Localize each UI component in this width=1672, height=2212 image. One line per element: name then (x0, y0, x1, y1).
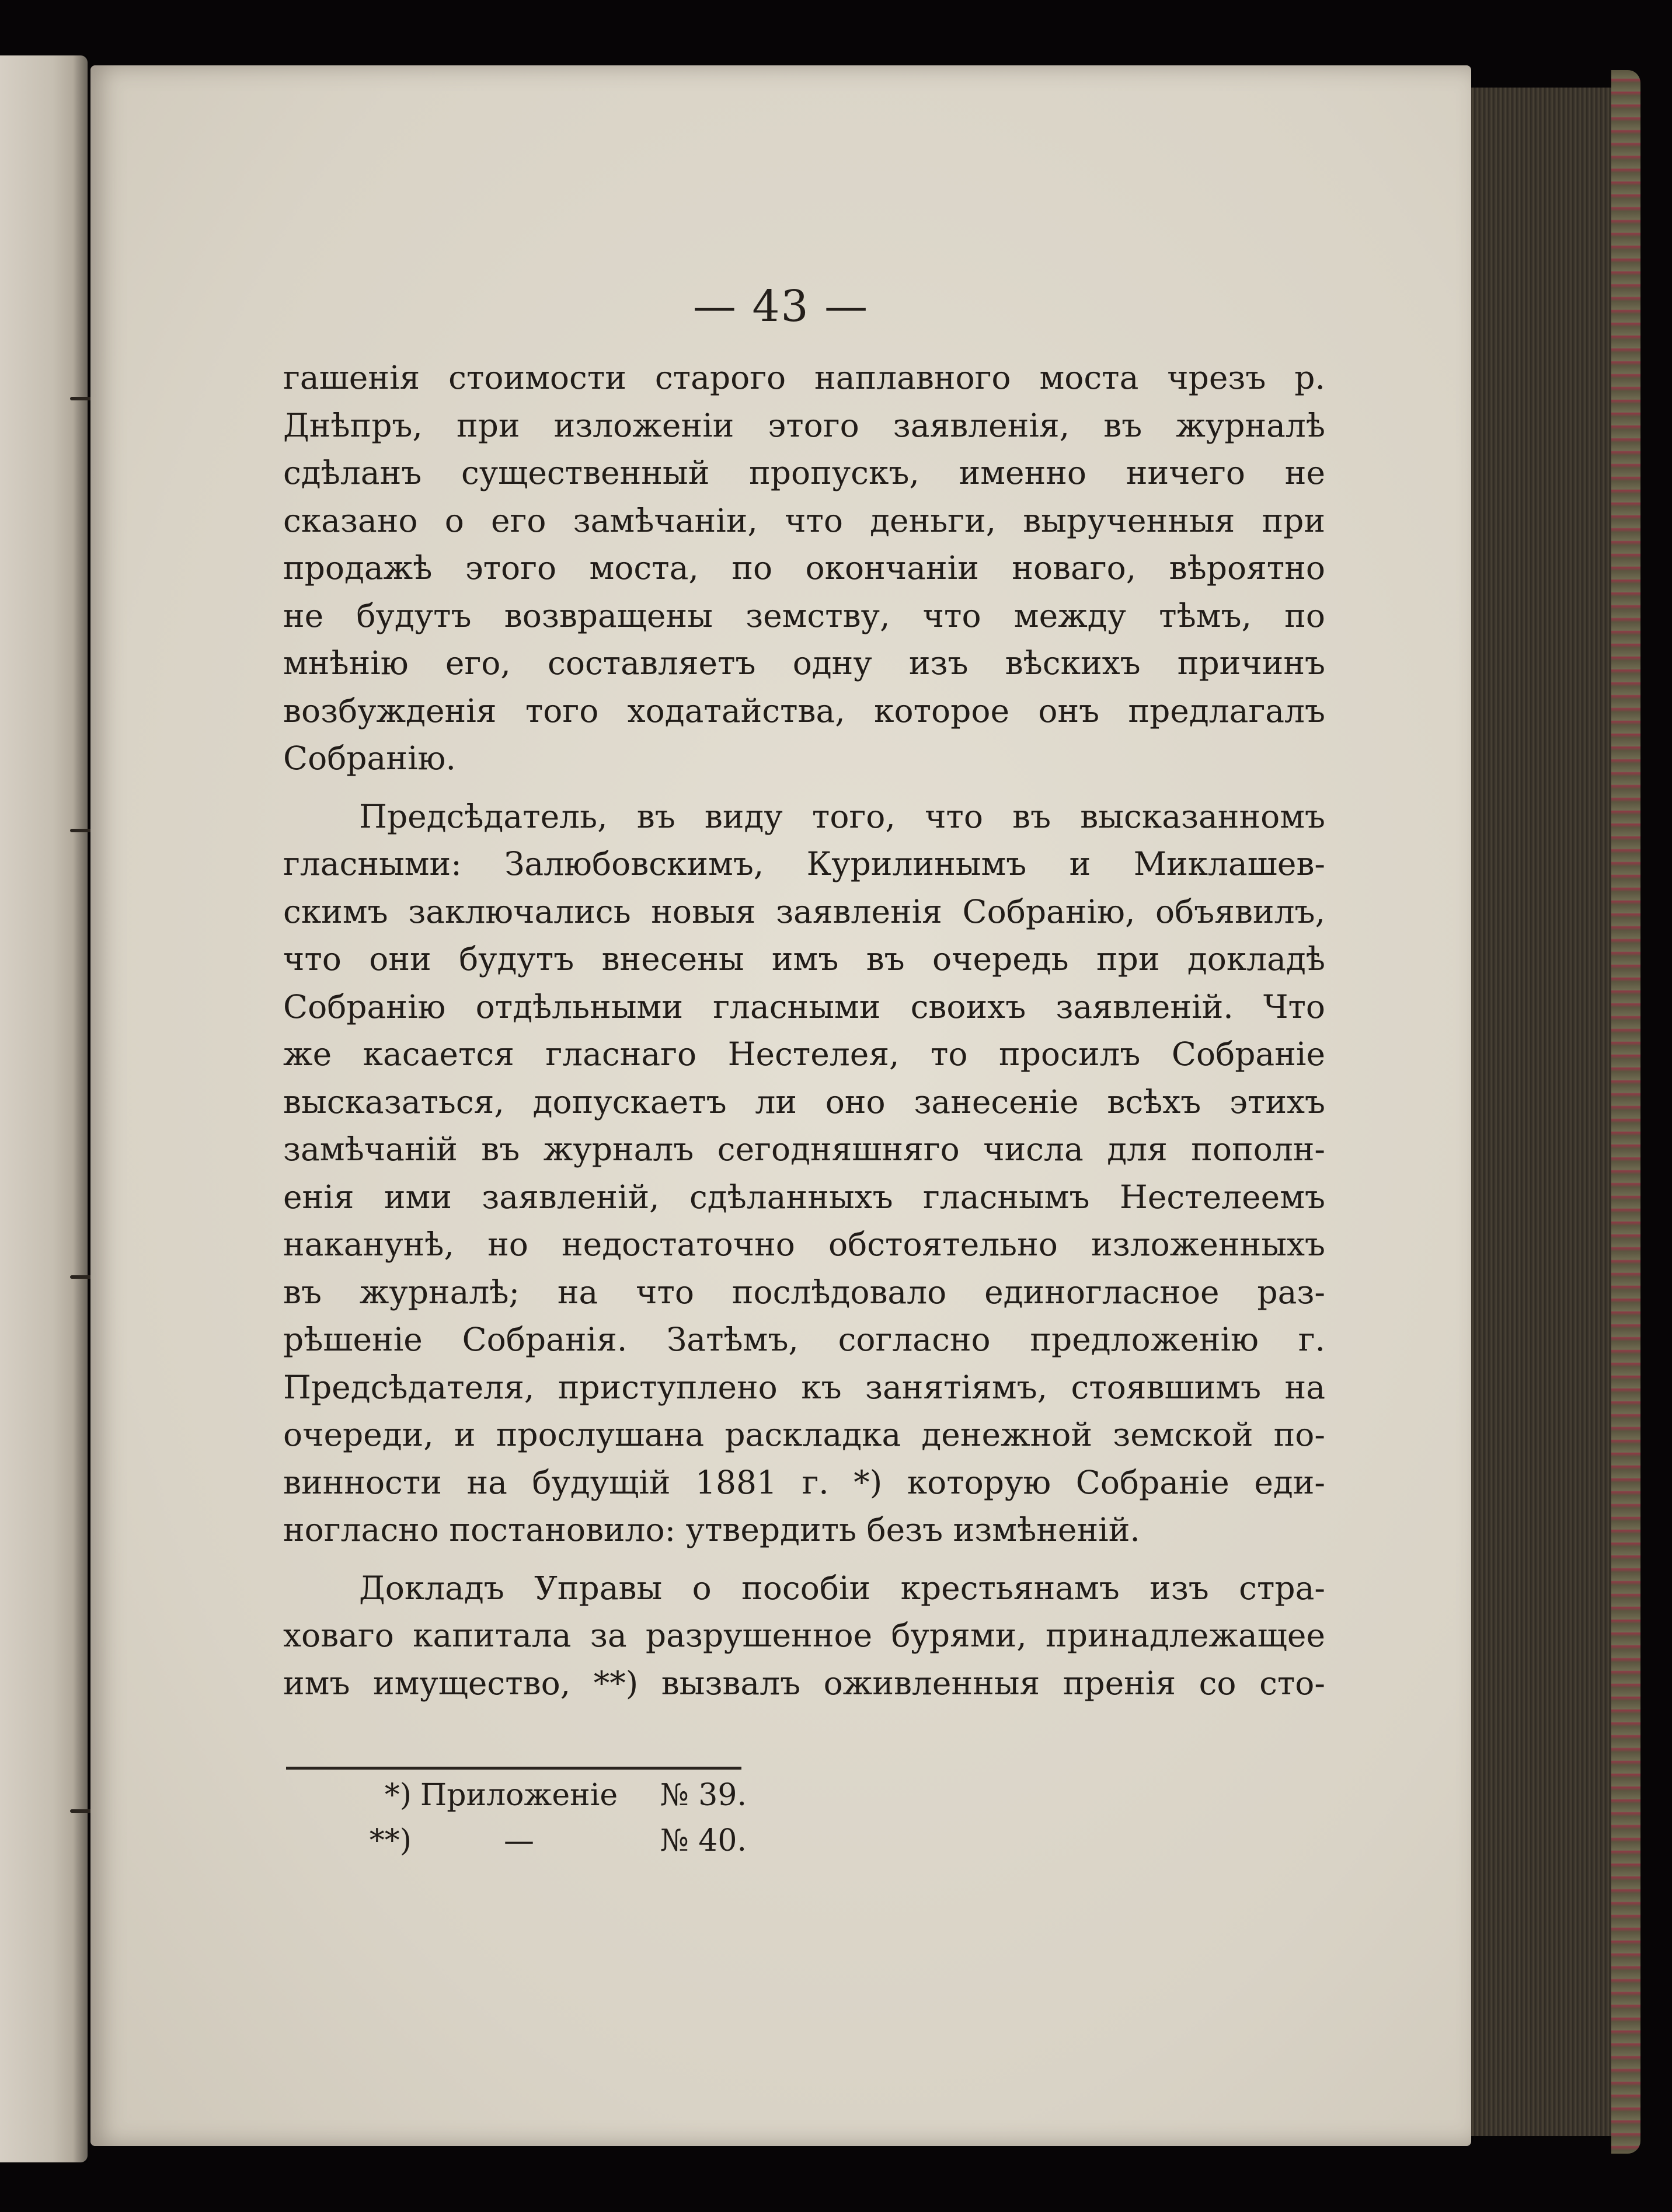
text-line: сдѣланъ существенный пропускъ, именно ничего не (283, 454, 1325, 491)
text-line: сказано о его замѣчаніи, что деньги, вырученныя при (283, 501, 1325, 539)
text-line: ногласно постановило: утвердить безъ измѣненій. (283, 1511, 1140, 1548)
page-number: — 43 — (692, 281, 869, 332)
text-line: что они будутъ внесены имъ въ очередь при докладѣ (283, 940, 1325, 978)
text-line: не будутъ возвращены земству, что между тѣмъ, по (283, 596, 1325, 634)
book-fore-edge (1465, 88, 1623, 2136)
paragraph-1 (283, 354, 1325, 783)
text-line: винности на будущій 1881 г. *) которую Собраніе еди- (283, 1463, 1325, 1501)
text-line: ховаго капитала за разрушенное бурями, принадлежащее (283, 1617, 1325, 1654)
text-line: гласными: Залюбовскимъ, Курилинымъ и Миклашев- (283, 845, 1325, 882)
text-line: рѣшеніе Собранія. Затѣмъ, согласно предложенію г. (283, 1321, 1325, 1358)
book-page (90, 65, 1471, 2146)
text-line: Днѣпръ, при изложеніи этого заявленія, въ журналѣ (283, 406, 1325, 444)
book-cover-edge (1611, 70, 1640, 2154)
previous-page-edge (0, 55, 88, 2162)
paragraph-3 (283, 1565, 1325, 1708)
text-line: замѣчаній въ журналъ сегодняшняго числа для пополн- (283, 1131, 1325, 1168)
text-line: очереди, и прослушана раскладка денежной земской по- (283, 1416, 1325, 1453)
footnote-2 (342, 1818, 747, 1864)
text-line: наканунѣ, но недостаточно обстоятельно изложенныхъ (283, 1226, 1325, 1263)
footnote-mark: **) (369, 1823, 412, 1858)
text-line: Предсѣдатель, въ виду того, что въ высказанномъ (359, 797, 1325, 835)
page-body (283, 354, 1325, 1707)
text-line: имъ имущество, **) вызвалъ оживленныя пренія со сто- (283, 1664, 1325, 1702)
text-line: возбужденія того ходатайства, которое онъ предлагалъ (283, 692, 1325, 730)
footnotes (342, 1773, 747, 1864)
text-line: гашенія стоимости старого наплавного моста чрезъ р. (283, 359, 1325, 396)
footnote-text: Приложеніе (420, 1778, 618, 1813)
text-line: енія ими заявленій, сдѣланныхъ гласнымъ Нестелеемъ (283, 1178, 1325, 1216)
text-line: продажѣ этого моста, по окончаніи новаго, вѣроятно (283, 549, 1325, 587)
text-line: высказаться, допускаетъ ли оно занесеніе всѣхъ этихъ (283, 1083, 1325, 1121)
text-line: скимъ заключались новыя заявленія Собранію, объявилъ, (283, 892, 1325, 930)
footnote-number: № 40. (660, 1823, 747, 1858)
footnote-text: — (504, 1823, 534, 1858)
footnote-mark: *) (384, 1778, 412, 1813)
paragraph-2 (283, 793, 1325, 1554)
text-line: Предсѣдателя, приступлено къ занятіямъ, стоявшимъ на (283, 1368, 1325, 1406)
text-line: мнѣнію его, составляетъ одну изъ вѣскихъ причинъ (283, 644, 1325, 682)
text-line: въ журналѣ; на что послѣдовало единогласное раз- (283, 1273, 1325, 1311)
footnote-separator (286, 1767, 741, 1770)
gutter-shadow (73, 55, 88, 2162)
text-line: Докладъ Управы о пособіи крестьянамъ изъ стра- (359, 1569, 1325, 1607)
footnote-1 (342, 1773, 747, 1818)
text-line: Собранію. (283, 739, 456, 777)
text-line: же касается гласнаго Нестелея, то просилъ Собраніе (283, 1035, 1325, 1073)
footnote-number: № 39. (660, 1778, 747, 1813)
text-line: Собранію отдѣльными гласными своихъ заявленій. Что (283, 988, 1325, 1025)
